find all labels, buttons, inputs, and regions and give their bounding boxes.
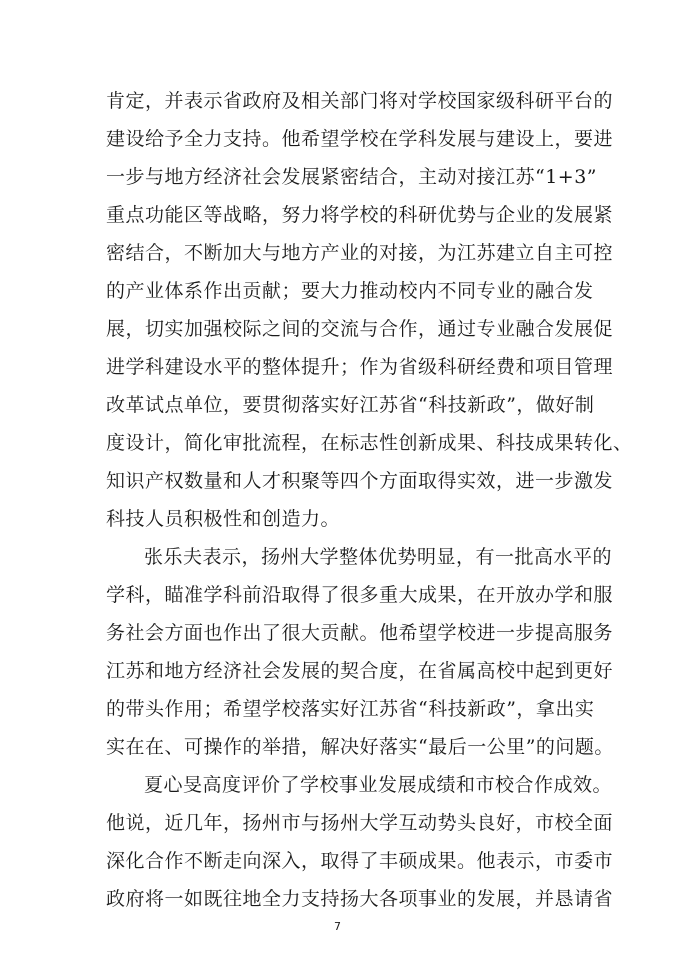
paragraph-2-line-1: 张乐夫表示，扬州大学整体优势明显，有一批高水平的 [144,546,613,568]
paragraph-1-line-7: 展，切实加强校际之间的交流与合作，通过专业融合发展促 [106,318,614,340]
paragraph-1-line-4: 重点功能区等战略，努力将学校的科研优势与企业的发展紧 [106,204,614,226]
paragraph-3-line-4: 政府将一如既往地全力支持扬大各项事业的发展，并恳请省 [106,888,614,910]
paragraph-2-line-4: 江苏和地方经济社会发展的契合度，在省属高校中起到更好 [106,660,614,682]
paragraph-2-line-6: 实在在、可操作的举措，解决好落实“最后一公里”的问题。 [106,736,614,758]
paragraph-1-line-1: 肯定，并表示省政府及相关部门将对学校国家级科研平台的 [106,90,614,112]
paragraph-1-line-2: 建设给予全力支持。他希望学校在学科发展与建设上，要进 [106,128,614,150]
paragraph-1-line-3: 一步与地方经济社会发展紧密结合，主动对接江苏“1+3” [106,166,598,188]
paragraph-1-line-8: 进学科建设水平的整体提升；作为省级科研经费和项目管理 [106,356,614,378]
paragraph-1-line-9: 改革试点单位，要贯彻落实好江苏省“科技新政”，做好制 [106,394,595,416]
paragraph-1-line-6: 的产业体系作出贡献；要大力推动校内不同专业的融合发 [106,280,594,302]
paragraph-2-line-5: 的带头作用；希望学校落实好江苏省“科技新政”，拿出实 [106,698,595,720]
paragraph-3-line-1: 夏心旻高度评价了学校事业发展成绩和市校合作成效。 [144,774,613,796]
paragraph-3-line-3: 深化合作不断走向深入，取得了丰硕成果。他表示，市委市 [106,850,614,872]
paragraph-1-line-10: 度设计，简化审批流程，在标志性创新成果、科技成果转化、 [106,432,633,454]
paragraph-1-line-12: 科技人员积极性和创造力。 [106,508,341,530]
paragraph-2-line-3: 务社会方面也作出了很大贡献。他希望学校进一步提高服务 [106,622,614,644]
paragraph-1-line-11: 知识产权数量和人才积聚等四个方面取得实效，进一步激发 [106,470,614,492]
page-number: 7 [334,920,341,933]
paragraph-2-line-2: 学科，瞄准学科前沿取得了很多重大成果，在开放办学和服 [106,584,614,606]
paragraph-3-line-2: 他说，近几年，扬州市与扬州大学互动势头良好，市校全面 [106,812,614,834]
paragraph-1-line-5: 密结合，不断加大与地方产业的对接，为江苏建立自主可控 [106,242,614,264]
